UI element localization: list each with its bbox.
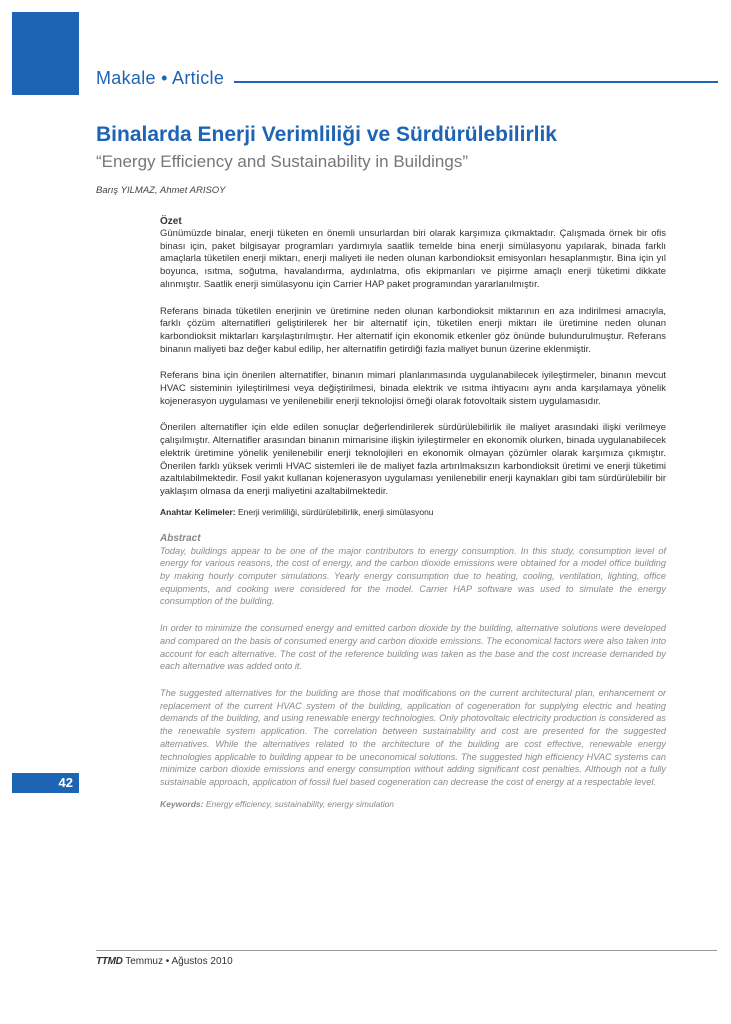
article-subtitle: “Energy Efficiency and Sustainability in Buildings” — [96, 152, 468, 171]
footer-divider — [96, 950, 717, 951]
abstract-keywords — [160, 799, 666, 809]
section-label: Makale • Article — [96, 68, 225, 88]
article-authors: Barış YILMAZ, Ahmet ARISOY — [96, 185, 226, 196]
ozet-keywords — [160, 507, 666, 517]
page-number: 42 — [12, 773, 79, 793]
abstract-keywords-label: Keywords: — [160, 798, 204, 809]
ozet-paragraph: Referans binada tüketilen enerjinin ve üretimine neden olunan karbondioksit miktarının en aza indirilmesi amacıyla, farklı çözüm alternatifleri geliştirilerek her bir alternatif için, tüketilen enerji miktarı ile üretimine neden olunan karbondioksit miktarları karşılaştırılmıştır. Her alternatif için ekonomik etkenler göz önünde bulundurulmuştur. Referans binanın maliyeti baz değer kabul edilip, her alternatifin getirdiği fazla maliyet bunun üzerine eklenmiştir. — [160, 305, 666, 355]
article-body — [160, 216, 666, 809]
ozet-keywords-text: Enerji verimliliği, sürdürülebilirlik, enerji simülasyonu — [237, 506, 434, 517]
footer-issue: Temmuz • Ağustos 2010 — [125, 956, 233, 967]
abstract-keywords-text: Energy efficiency, sustainability, energy simulation — [205, 798, 395, 809]
ozet-paragraph: Günümüzde binalar, enerji tüketen en önemli unsurlardan biri olarak karşımıza çıkmaktadır. Çalışmada örnek bir ofis binası için, paket bilgisayar programları yardımıyla saatlik temelde bina enerji simülasyonu yapılarak, binada farklı amaçlarla tüketilen enerji miktarı, enerji maliyeti ile neden olunan karbondioksit emisyonları hesaplanmıştır. Bina için yıl boyunca, ısıtma, soğutma, havalandırma, aydınlatma, ofis ekipmanları ve pişirme amaçlı enerji tüketimi dikkate alınmıştır. Saatlik enerji simülasyonu için Carrier HAP paket programından yararlanılmıştır. — [160, 228, 666, 290]
abstract-paragraph: In order to minimize the consumed energy and emitted carbon dioxide by the building, alternative solutions were developed and compared on the basis of consumed energy and carbon dioxide emissions. The economical factors were also taken into account for each alternative. The cost of the reference building was taken as the base and the cost increase demanded by each alternative was added onto it. — [160, 623, 666, 672]
ozet-keywords-label: Anahtar Kelimeler: — [160, 506, 236, 517]
article-title: Binalarda Enerji Verimliliği ve Sürdürülebilirlik — [96, 123, 557, 146]
corner-color-block — [12, 12, 79, 95]
ozet-paragraph: Referans bina için önerilen alternatifler, binanın mimari planlanmasında uygulanabilecek iyileştirmeler, binanın mevcut HVAC sisteminin iyileştirilmesi veya değiştirilmesi, binada elektrik ve ısıtma ihtiyacını aynı anda karşılamaya yönelik kojenerasyon uygulaması ve yenilenebilir enerji teknolojisi örneği olarak fotovoltaik sistem uygulamasıdır. — [160, 370, 666, 407]
abstract-paragraph: Today, buildings appear to be one of the major contributors to energy consumption. In this study, consumption level of energy for various reasons, the cost of energy, and the carbon dioxide emissions were obtained for a model office building by making hourly computer simulations. Yearly energy consumption due to heating, cooling, ventilation, lighting, office equipments, and cooking were considered for the model. Carrier HAP software was used to simulate the energy consumption of the building. — [160, 545, 666, 607]
ozet-heading: Özet — [160, 216, 182, 227]
footer — [96, 956, 233, 967]
abstract-heading: Abstract — [160, 532, 201, 544]
ozet-paragraph: Önerilen alternatifler için elde edilen sonuçlar değerlendirilerek sürdürülebilirlik ile maliyet arasındaki ilişki verilmeye çalışılmıştır. Alternatifler arasından binanın mimarisine ilişkin iyileştirmeler en ekonomik olurken, binada uygulanabilecek elektrik üretimine yönelik yenilenebilir enerji teknolojileri en ekonomik olmayan çözümler olarak karşımıza çıkmıştır. Önerilen farklı yüksek verimli HVAC sistemleri ile de maliyet fazla artırılmaksızın karbondioksit üretimi ve enerji tüketimi azaltılabilmektedir. Fosil yakıt kullanan kojenerasyon uygulaması yenilenebilir enerji kaynakları gibi tam sürdürülebilir bir yaklaşım olmasa da enerji maliyetini azaltabilmektedir. — [160, 422, 666, 497]
abstract-paragraph: The suggested alternatives for the building are those that modifications on the current architectural plan, enhancement or replacement of the current HVAC system of the building, application of cogeneration for supplying electric and heating demands of the building, and using renewable energy technologies. Only photovoltaic electricity production is considered as the renewable system application. The correlation between sustainability and cost are presented for the suggested alternatives. While the alternatives related to the architecture of the building are cost effective, renewable energy technologies applicable to building appear to be uneconomical solutions. The suggested high efficiency HVAC systems can minimize carbon dioxide emissions and energy consumption without adding significant cost penalties. Although not a fully sustainable approach, application of fossil fuel based cogeneration can decrease the cost of energy at a respectable level. — [160, 687, 666, 787]
footer-brand: TTMD — [96, 956, 123, 967]
section-divider — [234, 81, 718, 83]
